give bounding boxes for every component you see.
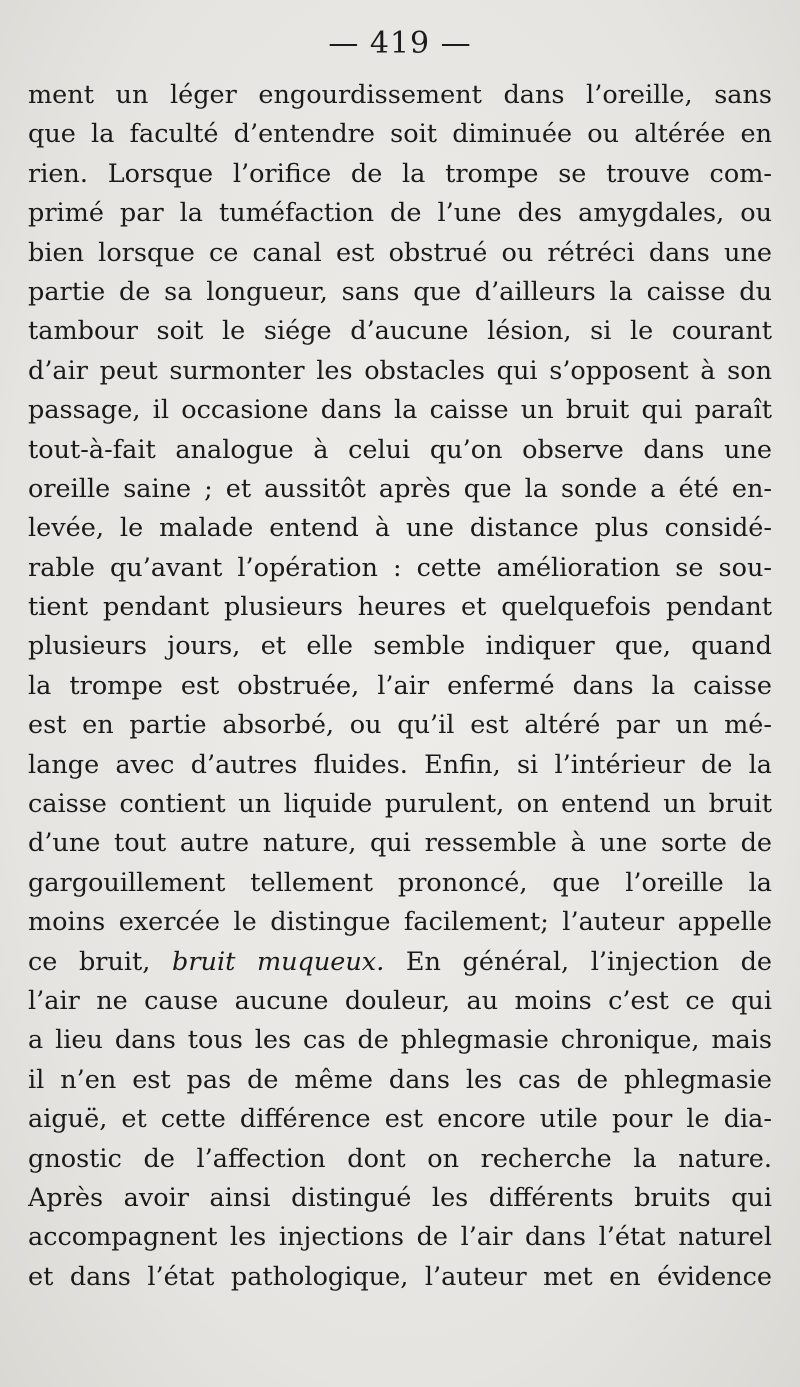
text-line: Après avoir ainsi distingué les différents bruits qui <box>28 1182 772 1213</box>
text-line: d’une tout autre nature, qui ressemble à une sorte de <box>28 828 772 859</box>
text-line: moins exercée le distingue facilement; l’auteur appelle <box>28 907 772 938</box>
text-line: bien lorsque ce canal est obstrué ou rétréci dans une <box>28 237 772 268</box>
text-line: tient pendant plusieurs heures et quelquefois pendant <box>28 592 772 623</box>
text-line: ment un léger engourdissement dans l’oreille, sans <box>28 80 772 110</box>
text-line: gargouillement tellement prononcé, que l’oreille la <box>28 867 772 898</box>
text-line: rien. Lorsque l’orifice de la trompe se trouve com- <box>28 158 772 189</box>
text-line: est en partie absorbé, ou qu’il est altéré par un mé- <box>28 710 772 741</box>
text-line: la trompe est obstruée, l’air enfermé dans la caisse <box>28 670 772 701</box>
page-number-header: — 419 — <box>328 26 472 61</box>
text-line: passage, il occasione dans la caisse un bruit qui paraît <box>28 395 772 426</box>
text-line: rable qu’avant l’opération : cette amélioration se sou- <box>28 552 772 583</box>
text-line: gnostic de l’affection dont on recherche la nature. <box>28 1143 772 1174</box>
text-line: que la faculté d’entendre soit diminuée ou altérée en <box>28 119 772 150</box>
text-line: primé par la tuméfaction de l’une des amygdales, ou <box>28 198 772 229</box>
text-line: l’air ne cause aucune douleur, au moins c’est ce qui <box>28 985 772 1016</box>
text-line: aiguë, et cette différence est encore utile pour le dia- <box>28 1104 772 1135</box>
text-line: oreille saine ; et aussitôt après que la sonde a été en- <box>28 473 772 504</box>
text-line: il n’en est pas de même dans les cas de phlegmasie <box>28 1064 772 1095</box>
text-span: ce bruit, <box>28 946 173 977</box>
text-line: d’air peut surmonter les obstacles qui s’opposent à son <box>28 355 772 386</box>
text-line: tout-à-fait analogue à celui qu’on observe dans une <box>28 434 772 465</box>
text-line-with-italic <box>28 943 772 982</box>
body-text <box>28 76 772 1297</box>
text-line: levée, le malade entend à une distance plus considé- <box>28 513 772 544</box>
text-line: lange avec d’autres fluides. Enfin, si l’intérieur de la <box>28 749 772 780</box>
text-line: accompagnent les injections de l’air dans l’état naturel <box>28 1222 772 1253</box>
text-line: caisse contient un liquide purulent, on entend un bruit <box>28 789 772 820</box>
italic-term: bruit muqueux. <box>172 946 385 977</box>
text-line: a lieu dans tous les cas de phlegmasie chronique, mais <box>28 1025 772 1056</box>
text-line: tambour soit le siége d’aucune lésion, si le courant <box>28 316 772 347</box>
text-line: partie de sa longueur, sans que d’ailleurs la caisse du <box>28 276 772 307</box>
text-line: et dans l’état pathologique, l’auteur met en évidence <box>28 1261 772 1292</box>
text-span: En général, l’injection de <box>384 946 772 977</box>
text-line: plusieurs jours, et elle semble indiquer que, quand <box>28 631 772 662</box>
